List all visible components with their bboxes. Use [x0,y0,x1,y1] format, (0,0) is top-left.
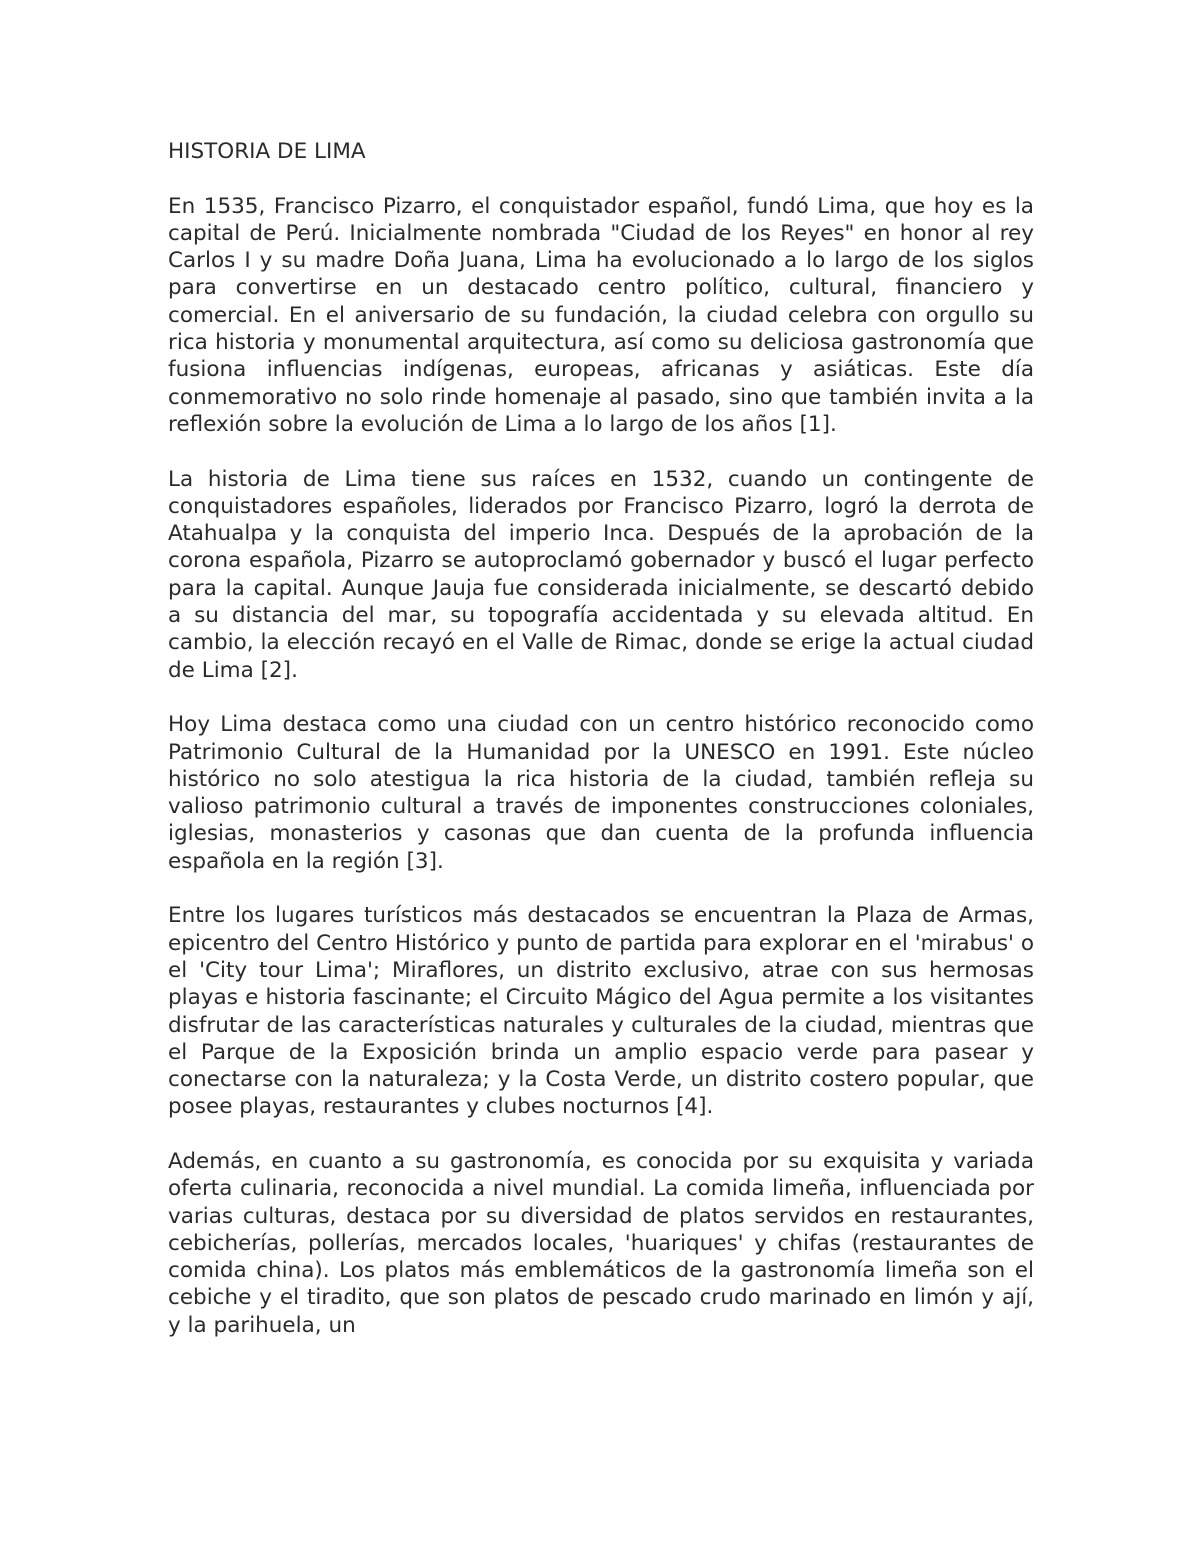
document-body [168,138,1034,1366]
paragraph-historic-center: Hoy Lima destaca como una ciudad con un centro histórico reconocido como Patrimonio Cultural de la Humanidad por la UNESCO en 1991. Este núcleo histórico no solo atestigua la rica historia de la ciudad, también refleja su valioso patrimonio cultural a través de imponentes construcciones coloniales, iglesias, monasterios y casonas que dan cuenta de la profunda influencia española en la región [3]. [168,712,1034,874]
document-title: HISTORIA DE LIMA [168,139,366,164]
paragraph-tourist-sites: Entre los lugares turísticos más destacados se encuentran la Plaza de Armas, epicentro del Centro Histórico y punto de partida para explorar en el 'mirabus' o el 'City tour Lima'; Miraflores, un distrito exclusivo, atrae con sus hermosas playas e historia fascinante; el Circuito Mágico del Agua permite a los visitantes disfrutar de las características naturales y culturales de la ciudad, mientras que el Parque de la Exposición brinda un amplio espacio verde para pasear y conectarse con la naturaleza; y la Costa Verde, un distrito costero popular, que posee playas, restaurantes y clubes nocturnos [4]. [168,903,1034,1120]
paragraph-origins: La historia de Lima tiene sus raíces en 1532, cuando un contingente de conquistadores españoles, liderados por Francisco Pizarro, logró la derrota de Atahualpa y la conquista del imperio Inca. Después de la aprobación de la corona española, Pizarro se autoproclamó gobernador y buscó el lugar perfecto para la capital. Aunque Jauja fue considerada inicialmente, se descartó debido a su distancia del mar, su topografía accidentada y su elevada altitud. En cambio, la elección recayó en el Valle de Rimac, donde se erige la actual ciudad de Lima [2]. [168,466,1034,683]
paragraph-gastronomy: Además, en cuanto a su gastronomía, es conocida por su exquisita y variada oferta culinaria, reconocida a nivel mundial. La comida limeña, influenciada por varias culturas, destaca por su diversidad de platos servidos en restaurantes, cebicherías, pollerías, mercados locales, 'huariques' y chifas (restaurantes de comida china). Los platos más emblemáticos de la gastronomía limeña son el cebiche y el tiradito, que son platos de pescado crudo marinado en limón y ají, y la parihuela, un [168,1148,1034,1338]
paragraph-founding: En 1535, Francisco Pizarro, el conquistador español, fundó Lima, que hoy es la capital de Perú. Inicialmente nombrada "Ciudad de los Reyes" en honor al rey Carlos I y su madre Doña Juana, Lima ha evolucionado a lo largo de los siglos para convertirse en un destacado centro político, cultural, financiero y comercial. En el aniversario de su fundación, la ciudad celebra con orgullo su rica historia y monumental arquitectura, así como su deliciosa gastronomía que fusiona influencias indígenas, europeas, africanas y asiáticas. Este día conmemorativo no solo rinde homenaje al pasado, sino que también invita a la reflexión sobre la evolución de Lima a lo largo de los años [1]. [168,193,1034,437]
